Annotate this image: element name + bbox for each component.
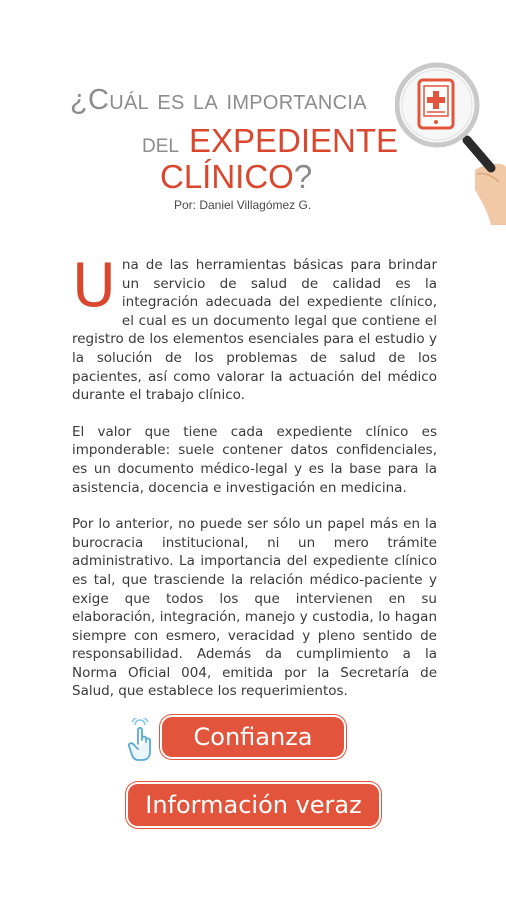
article-body (72, 251, 437, 719)
title-line-3 (160, 158, 312, 196)
paragraph-3: Por lo anterior, no puede ser sólo un papel más en la burocracia institucional, ni un mero trámite administrativo. La importancia del expediente clínico es tal, que trasciende la relación médico-paciente y exige que todos los que intervienen en su elaboración, integración, manejo y custodia, lo hagan siempre con esmero, veracidad y pleno sentido de responsabilidad. Además da cumplimiento a la Norma Oficial 004, emitida por la Secretaría de Salud, que establece los requerimientos. (72, 516, 437, 700)
title-clinico: CLÍNICO (160, 158, 294, 195)
title-line-2 (142, 122, 398, 160)
informacion-veraz-button[interactable]: Información veraz (128, 784, 379, 826)
paragraph-1 (72, 251, 437, 405)
paragraph-1-text: na de las herramientas básicas para brindar un servicio de salud de calidad es la integración adecuada del expediente clínico, el cual es un documento legal que contiene el registro de los elementos esenciales para el estudio y la solución de los problemas de salud de los pacientes, así como valorar la actuación del médico durante el trabajo clínico. (72, 257, 437, 404)
title-small-del: del (142, 128, 179, 158)
title-line-1: ¿Cuál es la importancia (70, 84, 367, 116)
magnifier-tablet-icon (395, 50, 506, 225)
paragraph-2: El valor que tiene cada expediente clínico es imponderable: suele contener datos confidenciales, es un documento médico-legal y es la base para la asistencia, docencia e investigación en medicina. (72, 423, 437, 496)
tap-hand-icon (126, 718, 158, 762)
drop-cap: U (72, 251, 116, 321)
title-expediente: EXPEDIENTE (188, 122, 399, 159)
confianza-button[interactable]: Confianza (162, 717, 344, 757)
title-question-mark: ? (293, 158, 313, 195)
author-byline: Por: Daniel Villagómez G. (174, 198, 312, 212)
